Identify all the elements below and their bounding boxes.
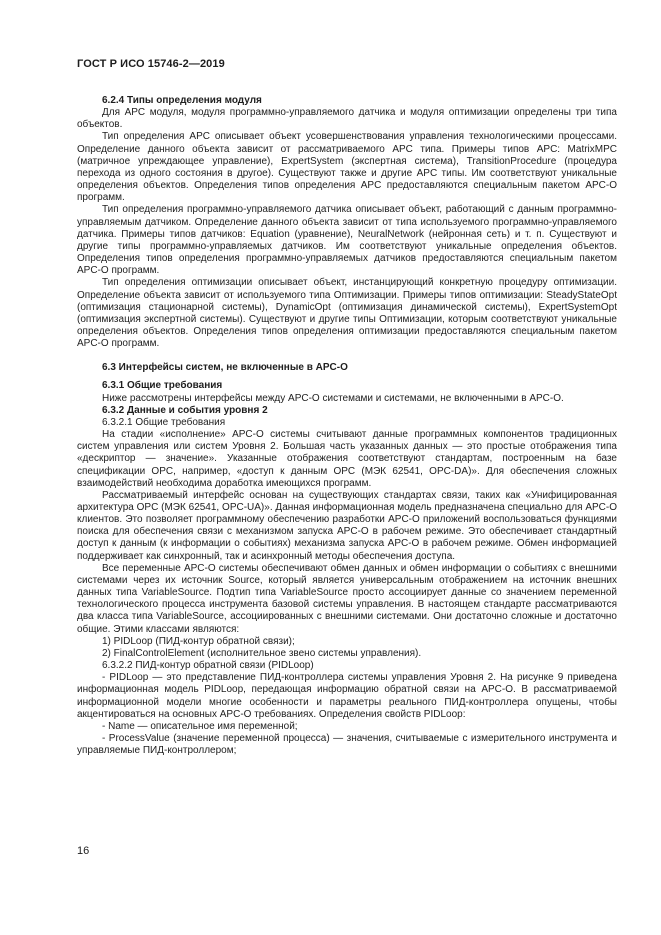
section-heading-6-3-2: 6.3.2 Данные и события уровня 2 — [102, 404, 268, 416]
paragraph: На стадии «исполнение» APC-O системы считывают данные программных компонентов традиционных систем управления или систем Уровня 2. Большая часть указанных данных — это простые отображения типа «дескриптор — значение». Указанные отображения соответствуют стандартам, построенным на базе спецификации OPC, например, «доступ к данным OPC (МЭК 62541, OPC-DA)». Для обеспечения сложных взаимодействий необходима доработка имеющихся программ. — [77, 429, 617, 489]
paragraph: Все переменные APC-O системы обеспечивают обмен данных и обмен информации о событиях с внешними системами через их источник Source, который является универсальным отображением на источник внешних данных типа VariableSource. Подтип типа VariableSource просто ассоциирует данные со значением переменной технологического процесса инструмента базовой системы управления. В настоящем стандарте рассматриваются два класса типа VariableSource, ассоциированных с внешними системами. Они достаточно сложные и достаточно общие. Этими классами являются: — [77, 562, 617, 635]
subsection-heading-6-3-2-2: 6.3.2.2 ПИД-контур обратной связи (PIDLoop) — [102, 660, 314, 672]
paragraph: Тип определения APC описывает объект усовершенствования управления технологическими процессами. Определение данного объекта зависит от рассматриваемого APC типа. Примеры типов APC: MatrixMPC (матричное упреждающее управление), ExpertSystem (экспертная система), TransitionProcedure (процедура перехода из одного состояния в другое). Существуют также и другие APC типы. Им соответствуют уникальные определения объектов. Определения типов определения APC предоставляются специальным пакетом APC-O программ. — [77, 131, 617, 204]
list-item: 2) FinalControlElement (исполнительное звено системы управления). — [102, 647, 422, 659]
list-item: - ProcessValue (значение переменной процесса) — значения, считываемые с измерительного инструмента и управляемые ПИД-контроллером; — [77, 732, 617, 757]
paragraph: Ниже рассмотрены интерфейсы между APC-O системами и системами, не включенными в APC-O. — [102, 392, 564, 404]
document-header: ГОСТ Р ИСО 15746-2—2019 — [77, 58, 225, 70]
list-item: - Name — описательное имя переменной; — [102, 720, 298, 732]
list-item: 1) PIDLoop (ПИД-контур обратной связи); — [102, 635, 295, 647]
section-heading-6-3-1: 6.3.1 Общие требования — [102, 380, 223, 392]
paragraph: - PIDLoop — это представление ПИД-контроллера системы управления Уровня 2. На рисунке 9 приведена информационная модель PIDLoop, передающая информацию обратной связи на APC-O. В рассматриваемой информационной модели многие особенности и параметры реального ПИД-контроллера опущены, чтобы акцентироваться на основных APC-O требованиях. Определения свойств PIDLoop: — [77, 672, 617, 720]
section-heading-6-2-4: 6.2.4 Типы определения модуля — [102, 95, 262, 106]
paragraph: Для APC модуля, модуля программно-управляемого датчика и модуля оптимизации определены три типа объектов. — [77, 107, 617, 131]
paragraph: Тип определения оптимизации описывает объект, инстанцирующий конкретную процедуру оптимизации. Определение объекта зависит от используемого типа Оптимизации. Примеры типов оптимизации: SteadyStateOpt (оптимизация стационарной системы), DynamicOpt (оптимизация динамической системы), ExpertSystemOpt (оптимизация экспертной системы). Существуют и другие типы Оптимизации, которым соответствуют уникальные определения объектов. Определения типов определения оптимизации предоставляются специальным пакетом APC-O программ. — [77, 277, 617, 350]
page-number: 16 — [77, 845, 90, 857]
paragraph: Рассматриваемый интерфейс основан на существующих стандартах связи, таких как «Унифицированная архитектура OPC (МЭК 62541, OPC-UA)». Данная информационная модель предназначена специально для APC-O клиентов. Это позволяет программному обеспечению разработки APC-O приложений воспользоваться функциями поиска для обеспечения связи с механизмом запуска APC-O в рабочем режиме. Это обеспечивает стандартный доступ к данным (к информации о событиях) механизма запуска APC-O в рабочем режиме. Обмен информацией поддерживает как синхронный, так и асинхронный методы обеспечения доступа. — [77, 489, 617, 562]
subsection-heading-6-3-2-1: 6.3.2.1 Общие требования — [102, 416, 226, 428]
paragraph: Тип определения программно-управляемого датчика описывает объект, работающий с данным программно-управляемым датчиком. Определение данного объекта зависит от типа используемого программно-управляемого датчика. Примеры типов датчиков: Equation (уравнение), NeuralNetwork (нейронная сеть) и т. п. Существуют и другие типы программно-управляемых датчиков. Им соответствуют уникальные определения объектов. Определения типов определения программно-управляемых датчиков предоставляются специальным пакетом APC-O программ. — [77, 204, 617, 277]
document-body — [77, 95, 617, 757]
section-heading-6-3: 6.3 Интерфейсы систем, не включенные в APC-O — [102, 362, 348, 374]
